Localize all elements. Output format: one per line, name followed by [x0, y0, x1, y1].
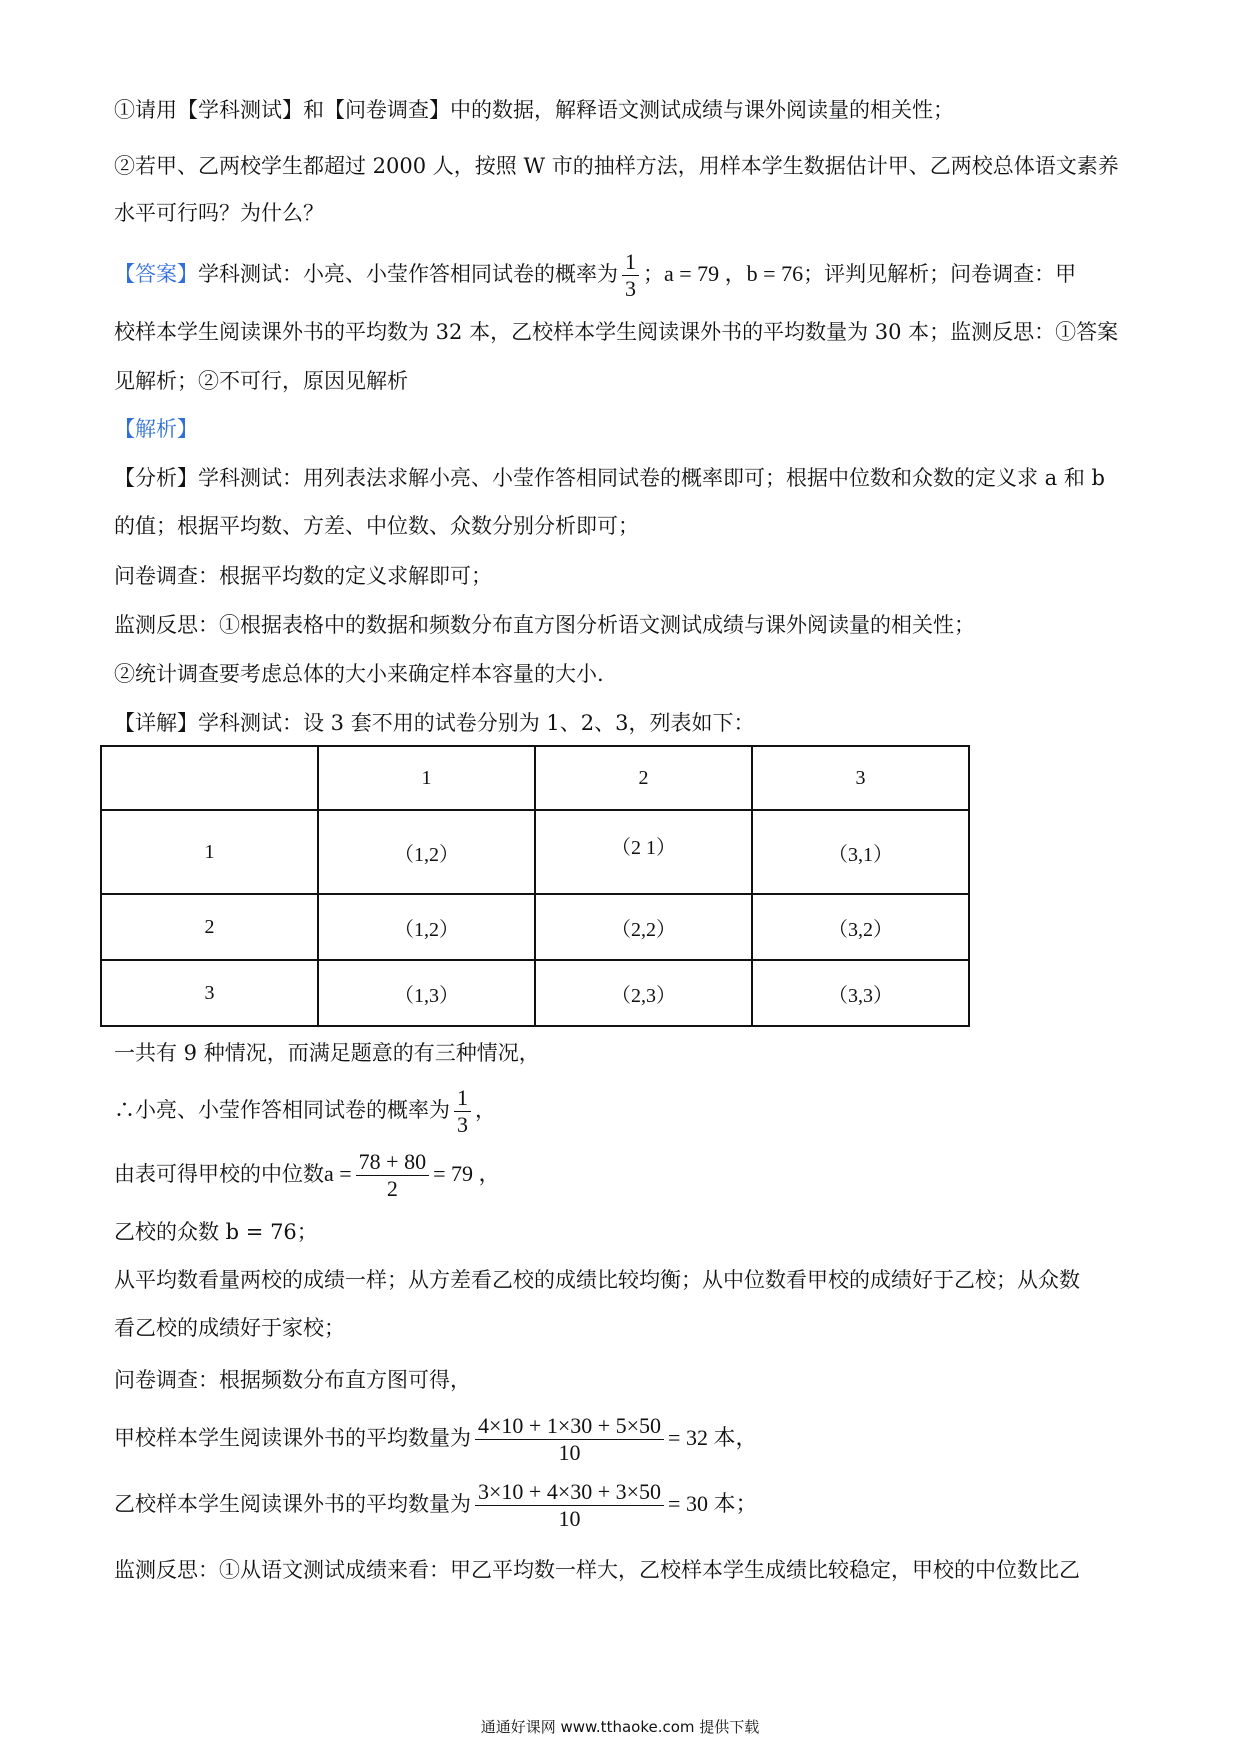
- table-row: [101, 960, 969, 1026]
- answer-values: a = 79 ，b = 76: [664, 261, 804, 286]
- detail-line-3: [114, 1080, 1134, 1140]
- table-header-row: [101, 746, 969, 810]
- table-header-cell: 1: [318, 746, 535, 810]
- answer-tag: 【答案】: [114, 262, 198, 286]
- detail-line-7: 看乙校的成绩好于家校；: [114, 1316, 345, 1340]
- detail-text: ，: [475, 1098, 496, 1122]
- table-cell: （3,3）: [752, 960, 969, 1026]
- analysis-tag: 【解析】: [114, 417, 198, 441]
- detail-text: 乙校样本学生阅读课外书的平均数量为: [114, 1492, 471, 1516]
- table-cell: 2: [101, 894, 318, 960]
- fraction-numerator: 3×10 + 4×30 + 3×50: [475, 1479, 664, 1506]
- table-cell: 3: [101, 960, 318, 1026]
- detail-line-10: [114, 1474, 1134, 1534]
- fraction-yi-average: [475, 1479, 664, 1532]
- table-cell: （2 1）: [535, 810, 752, 894]
- table-cell: 1: [101, 810, 318, 894]
- detail-line-1: 【详解】学科测试：设 3 套不用的试卷分别为 1、2、3，列表如下：: [114, 711, 755, 735]
- yi-average-result: = 30 本；: [668, 1491, 758, 1516]
- table-cell: （1,2）: [318, 810, 535, 894]
- detail-line-11: 监测反思：①从语文测试成绩来看：甲乙平均数一样大，乙校样本学生成绩比较稳定，甲校的中位数比乙: [114, 1558, 1080, 1582]
- outcomes-table: [100, 745, 970, 1027]
- fraction-numerator: 78 + 80: [356, 1149, 429, 1176]
- question-line-2: ②若甲、乙两校学生都超过 2000 人，按照 W 市的抽样方法，用样本学生数据估计甲、乙两校总体语文素养: [114, 154, 1119, 178]
- table-row: [101, 894, 969, 960]
- analysis-line-3: 问卷调查：根据平均数的定义求解即可；: [114, 564, 492, 588]
- jia-average-result: = 32 本，: [668, 1425, 758, 1450]
- analysis-line-2: 的值；根据平均数、方差、中位数、众数分别分析即可；: [114, 514, 639, 538]
- fraction-one-third: [622, 249, 639, 302]
- table-header-cell: 3: [752, 746, 969, 810]
- fraction-denominator: 2: [386, 1176, 398, 1201]
- table-cell: （1,3）: [318, 960, 535, 1026]
- analysis-line-5: ②统计调查要考虑总体的大小来确定样本容量的大小.: [114, 662, 604, 686]
- table-cell: （2,3）: [535, 960, 752, 1026]
- table-header-cell: 2: [535, 746, 752, 810]
- fraction-numerator: 1: [622, 249, 639, 276]
- detail-line-8: 问卷调查：根据频数分布直方图可得，: [114, 1368, 471, 1392]
- detail-text: ∴小亮、小莹作答相同试卷的概率为: [114, 1098, 450, 1122]
- answer-line-1: [114, 244, 1134, 304]
- table-cell: （3,2）: [752, 894, 969, 960]
- table-row: [101, 810, 969, 894]
- median-variable: a =: [324, 1161, 352, 1186]
- detail-line-6: 从平均数看量两校的成绩一样；从方差看乙校的成绩比较均衡；从中位数看甲校的成绩好于乙校；从众数: [114, 1268, 1080, 1292]
- median-result: = 79 ，: [433, 1161, 501, 1186]
- fraction-denominator: 10: [558, 1440, 581, 1465]
- analysis-line-1: 【分析】学科测试：用列表法求解小亮、小莹作答相同试卷的概率即可；根据中位数和众数的定义求 a 和 b: [114, 466, 1105, 490]
- detail-line-5: 乙校的众数 b = 76；: [114, 1220, 318, 1244]
- table-header-cell: [101, 746, 318, 810]
- detail-line-2: 一共有 9 种情况，而满足题意的有三种情况，: [114, 1041, 540, 1065]
- answer-text-a: 学科测试：小亮、小莹作答相同试卷的概率为: [198, 262, 618, 286]
- fraction-denominator: 3: [625, 276, 636, 301]
- table-cell: （1,2）: [318, 894, 535, 960]
- fraction-one-third: [454, 1085, 471, 1138]
- fraction-denominator: 3: [457, 1112, 468, 1137]
- detail-line-9: [114, 1408, 1134, 1468]
- fraction-numerator: 1: [454, 1085, 471, 1112]
- detail-text: 甲校样本学生阅读课外书的平均数量为: [114, 1426, 471, 1450]
- fraction-jia-average: [475, 1413, 664, 1466]
- answer-text-b: ；: [643, 262, 664, 286]
- question-line-1: ①请用【学科测试】和【问卷调查】中的数据，解释语文测试成绩与课外阅读量的相关性；: [114, 98, 954, 122]
- fraction-numerator: 4×10 + 1×30 + 5×50: [475, 1413, 664, 1440]
- table-cell: （3,1）: [752, 810, 969, 894]
- answer-line-3: 见解析；②不可行，原因见解析: [114, 369, 408, 393]
- answer-text-d: ；评判见解析；问卷调查：甲: [803, 262, 1077, 286]
- page-footer: 通通好课网 www.tthaoke.com 提供下载: [480, 1718, 760, 1736]
- table-cell: （2,2）: [535, 894, 752, 960]
- answer-line-2: 校样本学生阅读课外书的平均数为 32 本，乙校样本学生阅读课外书的平均数量为 30 本；监测反思：①答案: [114, 320, 1119, 344]
- detail-line-4: [114, 1144, 1134, 1204]
- detail-text: 由表可得甲校的中位数: [114, 1162, 324, 1186]
- fraction-median: [356, 1149, 429, 1202]
- question-line-3: 水平可行吗？为什么？: [114, 201, 324, 225]
- fraction-denominator: 10: [558, 1506, 581, 1531]
- analysis-line-4: 监测反思：①根据表格中的数据和频数分布直方图分析语文测试成绩与课外阅读量的相关性；: [114, 613, 975, 637]
